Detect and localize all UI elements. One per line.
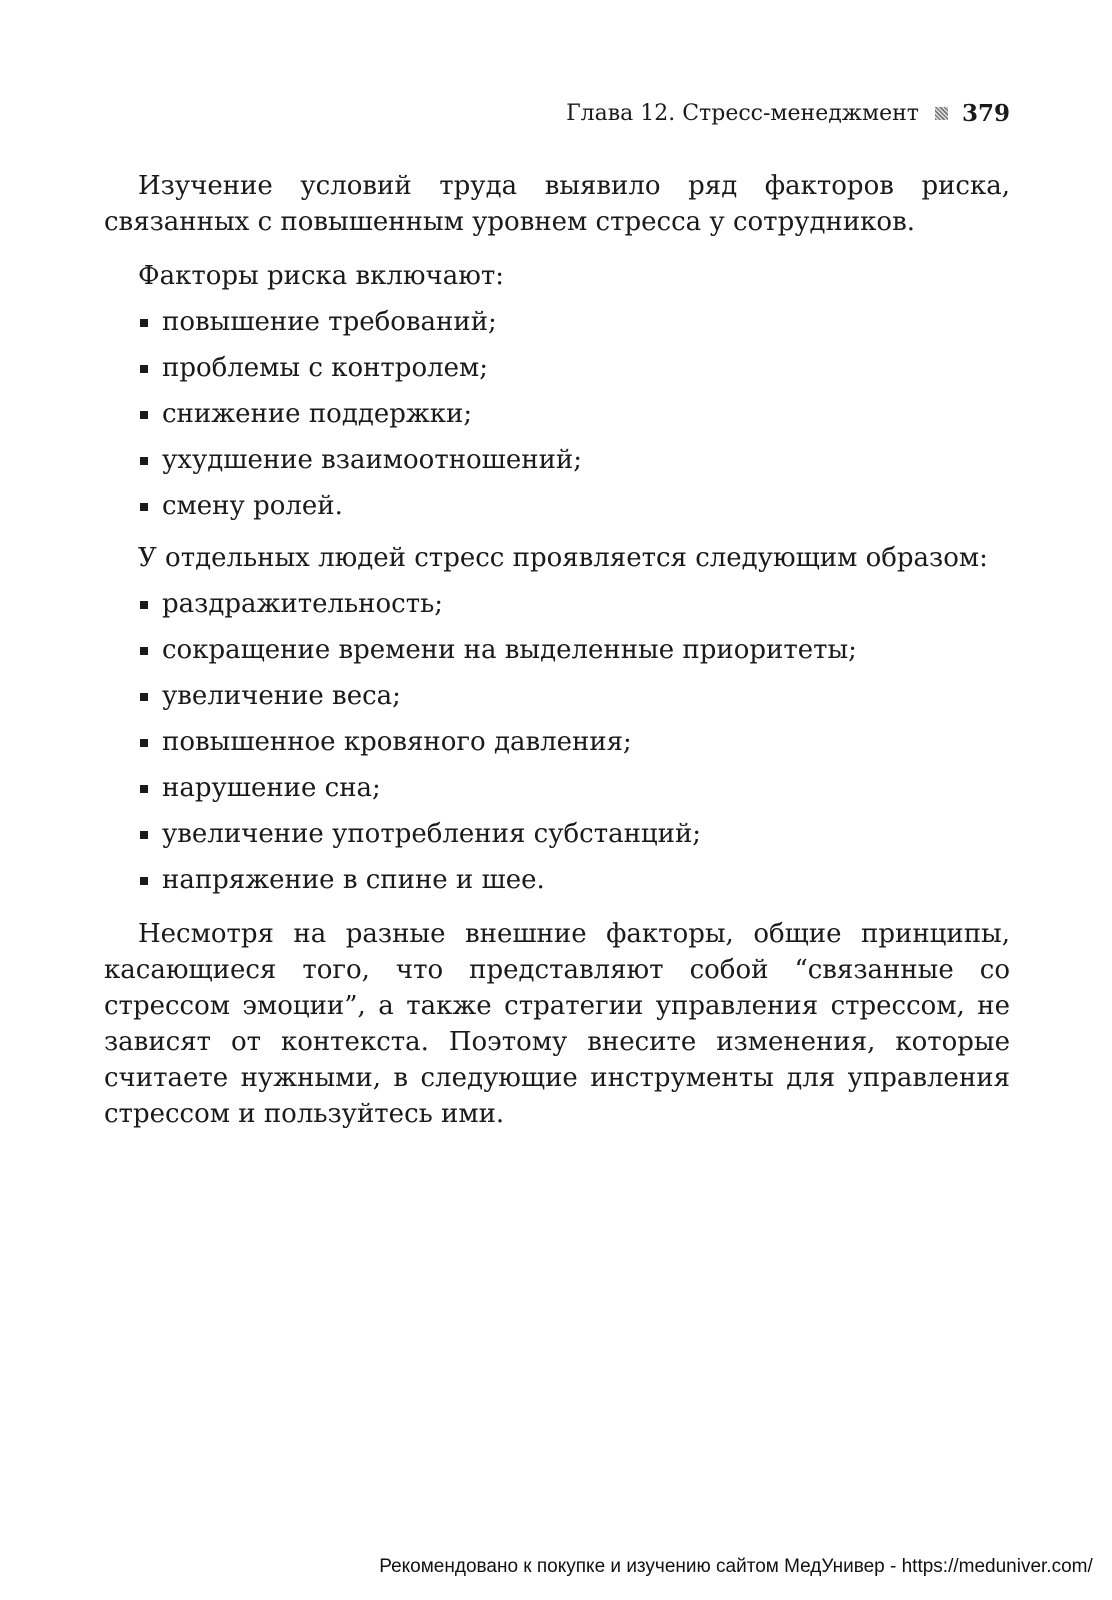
- risk-factors-lead: Факторы риска включают:: [138, 261, 505, 291]
- list-item: ухудшение взаимоотношений;: [104, 442, 1010, 478]
- chapter-title: Глава 12. Стресс-менеджмент: [566, 101, 919, 126]
- list-item: напряжение в спине и шее.: [104, 862, 1010, 898]
- list-item: сокращение времени на выделенные приоритеты;: [104, 632, 1010, 668]
- risk-factors-list: [104, 304, 1010, 524]
- list-item: раздражительность;: [104, 586, 1010, 622]
- list-item: увеличение употребления субстанций;: [104, 816, 1010, 852]
- list-item: повышение требований;: [104, 304, 1010, 340]
- page-number: 379: [961, 100, 1010, 127]
- symptoms-lead: У отдельных людей стресс проявляется следующим образом:: [138, 543, 988, 573]
- conclusion-paragraph: Несмотря на разные внешние факторы, общие принципы, касающиеся того, что представляют собой “связанные со стрессом эмоции”, а также стратегии управления стрессом, не зависят от контекста. Поэтому внесите изменения, которые считаете нужными, в следующие инструменты для управления стрессом и пользуйтесь ими.: [104, 919, 1010, 1129]
- list-item: снижение поддержки;: [104, 396, 1010, 432]
- symptoms-list: [104, 586, 1010, 898]
- separator-square-icon: [935, 107, 948, 120]
- list-item: повышенное кровяного давления;: [104, 724, 1010, 760]
- list-item: увеличение веса;: [104, 678, 1010, 714]
- footer-text: Рекомендовано к покупке и изучению сайтом МедУнивер - https://meduniver.com/: [379, 1556, 1093, 1577]
- footer-watermark: [0, 1556, 1112, 1578]
- list-item: проблемы с контролем;: [104, 350, 1010, 386]
- list-item: смену ролей.: [104, 488, 1010, 524]
- list-item: нарушение сна;: [104, 770, 1010, 806]
- running-header: [566, 100, 1010, 127]
- intro-paragraph: Изучение условий труда выявило ряд факторов риска, связанных с повышенным уровнем стресса у сотрудников.: [104, 171, 1010, 237]
- page-body: [104, 168, 1010, 1132]
